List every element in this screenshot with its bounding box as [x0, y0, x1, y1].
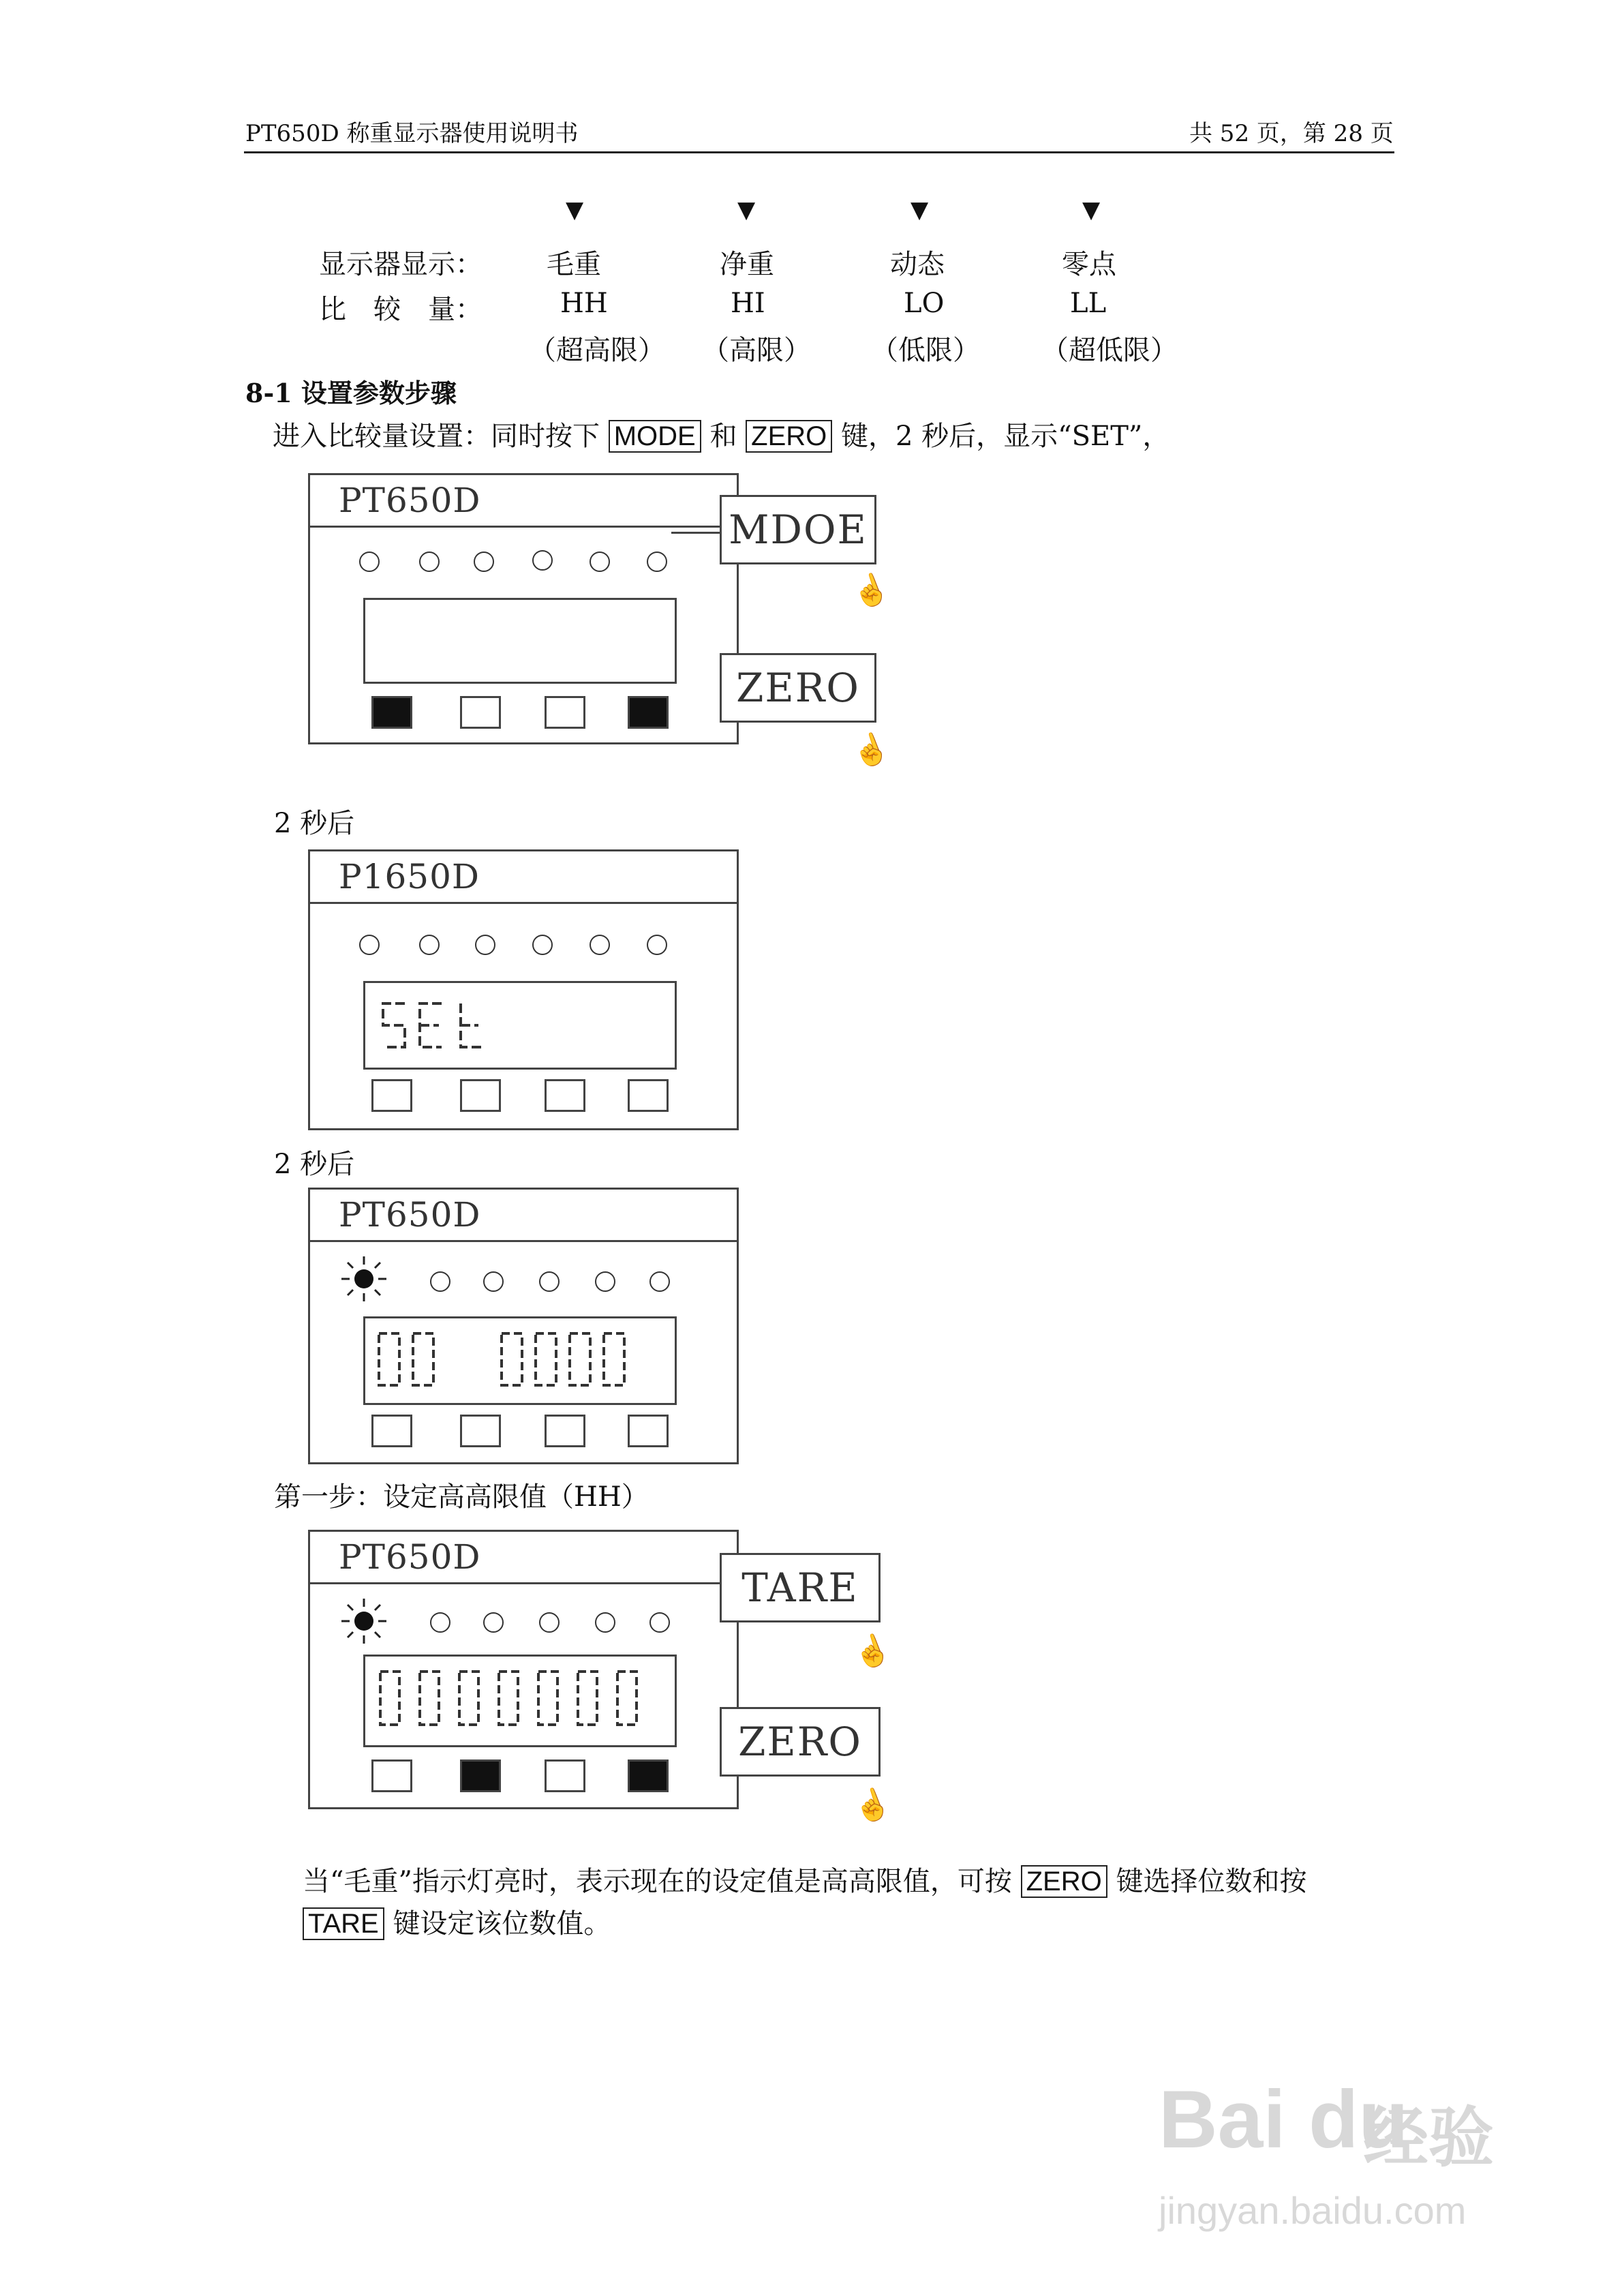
device-title-bar	[310, 1190, 737, 1242]
panel-button	[545, 1079, 585, 1112]
device-panel-1	[308, 473, 739, 744]
indicator-led	[532, 550, 553, 571]
indicator-led	[483, 1612, 504, 1633]
zero-key-label: ZERO	[746, 420, 832, 453]
device-model: PT650D	[339, 1195, 481, 1235]
device-title-bar	[310, 1532, 737, 1584]
panel-button	[628, 696, 669, 729]
indicator-led	[647, 552, 667, 572]
device-title-bar	[310, 475, 737, 528]
display-cell: 净重	[720, 249, 774, 280]
mode-key-label: MODE	[609, 420, 701, 453]
panel-button	[460, 1079, 501, 1112]
code-cell: HH	[560, 288, 608, 319]
panel-button	[628, 1759, 669, 1792]
hand-press-icon: ☝	[847, 568, 895, 614]
indicator-led	[359, 935, 380, 955]
intro-and: 和	[709, 421, 737, 452]
arrow-down-icon: ▼	[911, 196, 929, 224]
indicator-led	[539, 1612, 560, 1633]
indicator-led	[430, 1271, 450, 1292]
arrow-down-icon: ▼	[1082, 196, 1101, 224]
device-panel-2	[308, 849, 739, 1130]
code-cell: LL	[1070, 288, 1107, 319]
device-model: PT650D	[339, 481, 481, 520]
zero-callout: ZERO	[720, 1707, 881, 1777]
desc-cell: （超高限）	[529, 335, 665, 366]
panel-button	[371, 1415, 412, 1447]
note-line2-suffix: 键设定该位数值。	[393, 1908, 611, 1939]
panel-button	[371, 1759, 412, 1792]
segment-readout	[365, 1318, 675, 1403]
caption-after-2: 2 秒后	[274, 1149, 355, 1180]
intro-line	[273, 414, 1169, 453]
device-panel-4	[308, 1530, 739, 1809]
caption-after-1: 2 秒后	[274, 808, 355, 839]
display-cell: 毛重	[547, 249, 601, 280]
indicator-led	[539, 1271, 560, 1292]
indicator-led	[474, 552, 494, 572]
indicator-led	[647, 935, 667, 955]
arrow-down-icon: ▼	[737, 196, 756, 224]
zero-callout: ZERO	[720, 653, 876, 723]
watermark-brand: Bai du	[1159, 2074, 1409, 2165]
indicator-led	[419, 552, 440, 572]
note-suffix: 键选择位数和按	[1116, 1866, 1307, 1897]
indicator-led	[595, 1271, 615, 1292]
lit-led-indicator	[340, 1255, 388, 1303]
hand-press-icon: ☝	[847, 727, 895, 773]
device-title-bar	[310, 851, 737, 904]
intro-prefix: 进入比较量设置：同时按下	[273, 421, 600, 452]
mode-callout: MDOE	[720, 495, 876, 564]
device-panel-3	[308, 1188, 739, 1464]
note-line-2	[303, 1902, 611, 1941]
section-title: 8-1 设置参数步骤	[245, 378, 457, 408]
callout-leader	[671, 532, 720, 534]
display-screen	[363, 1316, 677, 1405]
note-line-1	[303, 1860, 1306, 1899]
step1-caption: 第一步：设定高高限值（HH）	[274, 1481, 649, 1513]
desc-cell: （超低限）	[1041, 335, 1178, 366]
tare-key-label: TARE	[303, 1907, 384, 1940]
panel-button	[460, 696, 501, 729]
doc-header-title: PT650D 称重显示器使用说明书	[245, 120, 579, 147]
indicator-led	[430, 1612, 450, 1633]
indicator-led	[590, 552, 610, 572]
code-cell: LO	[904, 288, 945, 319]
desc-cell: （高限）	[702, 335, 811, 366]
zero-key-label: ZERO	[1021, 1865, 1107, 1898]
watermark-brand-cn: 经验	[1363, 2100, 1494, 2176]
display-cell: 零点	[1062, 249, 1116, 280]
desc-cell: （低限）	[871, 335, 980, 366]
panel-button	[460, 1415, 501, 1447]
panel-button	[545, 1759, 585, 1792]
set-segment-readout	[365, 983, 675, 1068]
indicator-led	[483, 1271, 504, 1292]
display-screen	[363, 598, 677, 684]
panel-button	[628, 1415, 669, 1447]
panel-button	[460, 1759, 501, 1792]
intro-suffix: 键，2 秒后，显示“SET”，	[841, 421, 1170, 452]
indicator-led	[590, 935, 610, 955]
compare-row-label: 比 较 量：	[319, 294, 483, 325]
panel-button	[371, 1079, 412, 1112]
hand-press-icon: ☝	[848, 1629, 896, 1674]
header-rule	[244, 151, 1394, 153]
hand-press-icon: ☝	[848, 1783, 896, 1828]
display-screen	[363, 981, 677, 1070]
panel-button	[371, 696, 412, 729]
indicator-led	[532, 935, 553, 955]
note-prefix: 当“毛重”指示灯亮时，表示现在的设定值是高高限值，可按	[303, 1866, 1012, 1897]
tare-callout: TARE	[720, 1553, 881, 1622]
watermark-url: jingyan.baidu.com	[1159, 2189, 1467, 2232]
display-cell: 动态	[890, 249, 945, 280]
display-row-label: 显示器显示：	[319, 249, 483, 280]
device-model: P1650D	[339, 857, 480, 896]
panel-button	[545, 696, 585, 729]
indicator-led	[419, 935, 440, 955]
indicator-led	[595, 1612, 615, 1633]
panel-button	[628, 1079, 669, 1112]
panel-button	[545, 1415, 585, 1447]
arrow-down-icon: ▼	[566, 196, 584, 224]
lit-led-indicator	[340, 1597, 388, 1645]
device-model: PT650D	[339, 1537, 481, 1577]
indicator-led	[359, 552, 380, 572]
indicator-led	[649, 1271, 670, 1292]
segment-readout	[365, 1657, 675, 1745]
code-cell: HI	[731, 288, 765, 319]
indicator-led	[649, 1612, 670, 1633]
doc-header-page: 共 52 页，第 28 页	[1189, 120, 1394, 147]
indicator-led	[475, 935, 495, 955]
display-screen	[363, 1655, 677, 1747]
